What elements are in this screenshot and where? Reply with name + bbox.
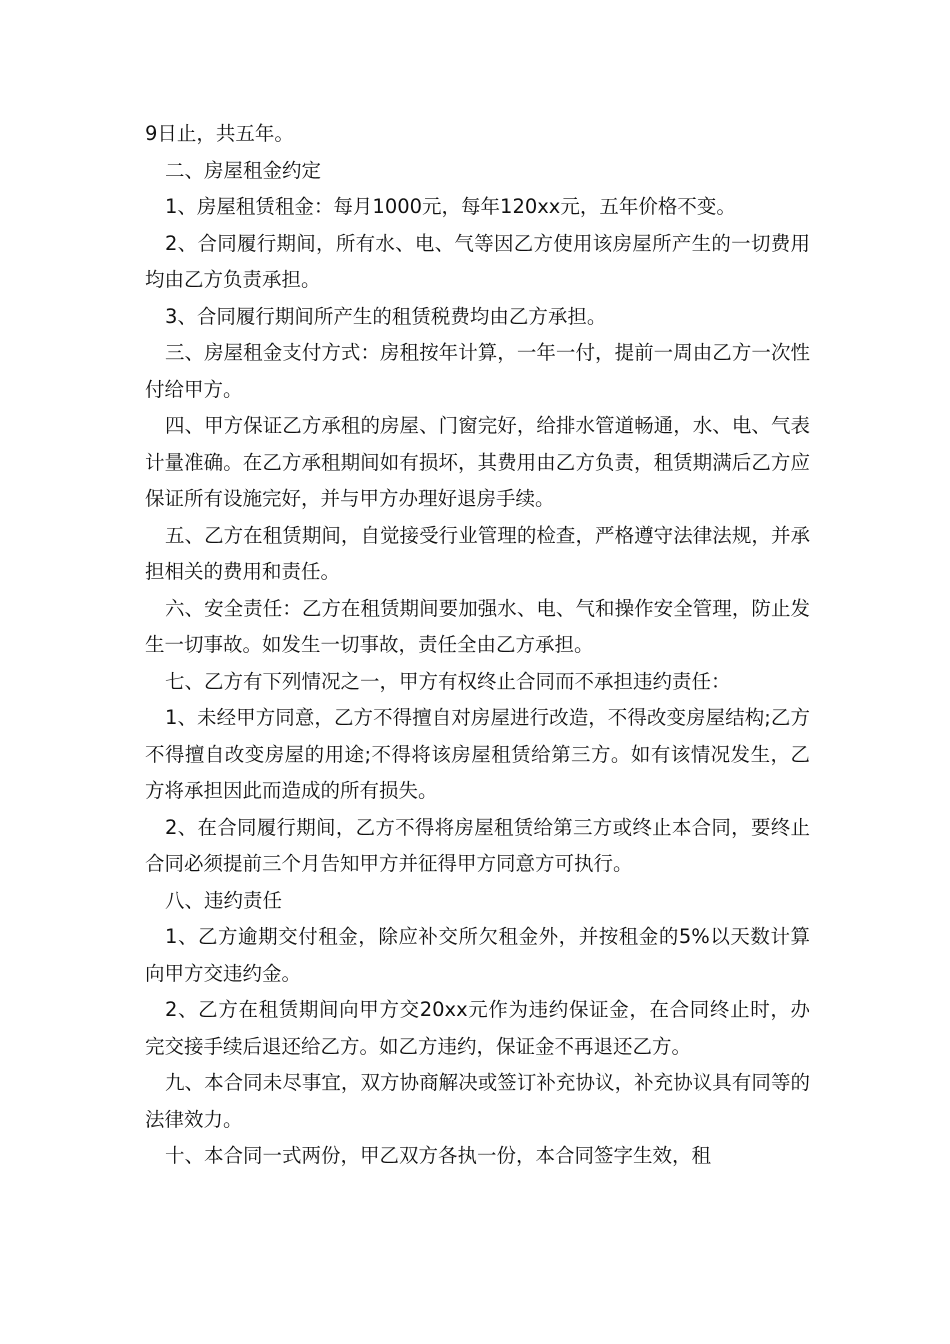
paragraph-industry-management: 五、乙方在租赁期间，自觉接受行业管理的检查，严格遵守法律法规，并承担相关的费用和责任。 — [145, 523, 810, 583]
paragraph-lease-term-end: 9日止，共五年。 — [145, 122, 294, 145]
paragraph-lessor-guarantee: 四、甲方保证乙方承租的房屋、门窗完好，给排水管道畅通，水、电、气表计量准确。在乙方承租期间如有损坏，其费用由乙方负责，租赁期满后乙方应保证所有设施完好，并与甲方办理好退房手续。 — [145, 414, 810, 510]
document-body — [145, 116, 810, 1175]
paragraph-no-sublease: 2、在合同履行期间，乙方不得将房屋租赁给第三方或终止本合同，要终止合同必须提前三个月告知甲方并征得甲方同意方可执行。 — [145, 815, 810, 875]
paragraph-lease-taxes: 3、合同履行期间所产生的租赁税费均由乙方承担。 — [165, 304, 607, 328]
paragraph-payment-method: 三、房屋租金支付方式：房租按年计算，一年一付，提前一周由乙方一次性付给甲方。 — [145, 341, 810, 401]
heading-rent-agreement: 二、房屋租金约定 — [165, 158, 322, 182]
paragraph-utility-costs: 2、合同履行期间，所有水、电、气等因乙方使用该房屋所产生的一切费用均由乙方负责承担。 — [145, 231, 810, 291]
paragraph-supplementary-agreement: 九、本合同未尽事宜，双方协商解决或签订补充协议，补充协议具有同等的法律效力。 — [145, 1071, 810, 1131]
paragraph-late-payment: 1、乙方逾期交付租金，除应补交所欠租金外，并按租金的5%以天数计算向甲方交违约金。 — [145, 925, 810, 985]
paragraph-no-modification: 1、未经甲方同意，乙方不得擅自对房屋进行改造，不得改变房屋结构;乙方不得擅自改变房屋的用途;不得将该房屋租赁给第三方。如有该情况发生，乙方将承担因此而造成的所有损失。 — [145, 706, 810, 802]
paragraph-contract-copies: 十、本合同一式两份，甲乙双方各执一份，本合同签字生效，租 — [165, 1144, 712, 1167]
paragraph-security-deposit: 2、乙方在租赁期间向甲方交20xx元作为违约保证金，在合同终止时，办完交接手续后退还给乙方。如乙方违约，保证金不再退还乙方。 — [145, 998, 810, 1058]
heading-breach-liability: 八、违约责任 — [165, 888, 283, 912]
paragraph-safety-responsibility: 六、安全责任：乙方在租赁期间要加强水、电、气和操作安全管理，防止发生一切事故。如发生一切事故，责任全由乙方承担。 — [145, 596, 810, 656]
heading-termination-conditions: 七、乙方有下列情况之一，甲方有权终止合同而不承担违约责任： — [165, 669, 731, 693]
paragraph-rent-amount: 1、房屋租赁租金：每月1000元，每年120xx元，五年价格不变。 — [165, 195, 736, 218]
